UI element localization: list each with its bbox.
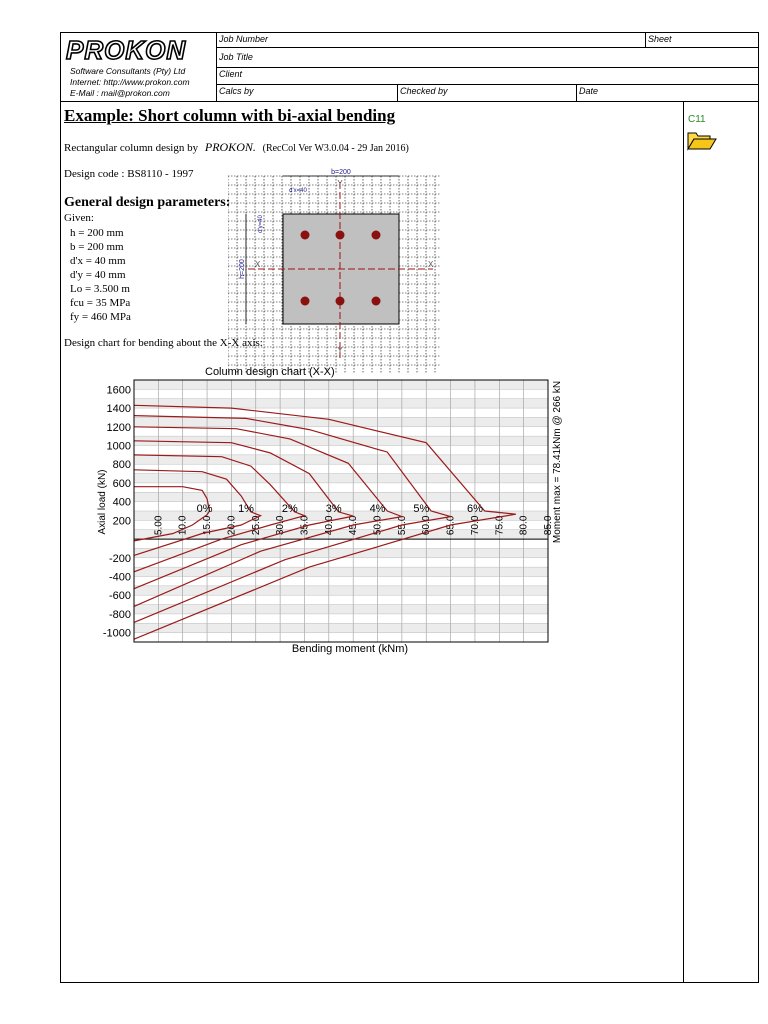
y-axis-label-bottom: Y bbox=[337, 346, 343, 355]
curve-percent-label: 4% bbox=[369, 502, 386, 515]
curve-percent-label: 0% bbox=[196, 502, 213, 515]
curve-percent-label: 6% bbox=[466, 502, 483, 515]
parameter-item: d'y = 40 mm bbox=[70, 269, 126, 281]
section-heading: General design parameters: bbox=[64, 195, 231, 210]
chart-band bbox=[134, 474, 548, 483]
x-tick-label: 55.0 bbox=[396, 515, 408, 536]
y-tick-label: 1400 bbox=[106, 403, 131, 416]
chart-band bbox=[134, 567, 548, 576]
chart-band bbox=[134, 548, 548, 557]
date-label: Date bbox=[579, 86, 599, 96]
y-tick-label: -600 bbox=[108, 590, 131, 603]
x-tick-label: 15.0 bbox=[202, 515, 214, 536]
x-axis-title: Bending moment (kNm) bbox=[291, 643, 409, 655]
header-divider bbox=[645, 32, 646, 48]
checked-by-label: Checked by bbox=[400, 86, 448, 96]
y-tick-label: 600 bbox=[112, 477, 131, 490]
y-tick-label: 1200 bbox=[106, 421, 131, 434]
b-dimension-label: b=200 bbox=[331, 169, 351, 176]
header-divider bbox=[576, 84, 577, 101]
header-divider bbox=[216, 32, 217, 101]
intro-line bbox=[64, 140, 409, 155]
y-tick-label: 800 bbox=[112, 459, 131, 472]
parameter-item: fy = 460 MPa bbox=[70, 311, 131, 323]
curve-percent-label: 3% bbox=[325, 502, 342, 515]
x-tick-label: 50.0 bbox=[372, 515, 384, 536]
moment-max-label: Moment max = 78.41kNm @ 266 kN bbox=[552, 380, 563, 544]
x-tick-label: 60.0 bbox=[421, 515, 433, 536]
x-tick-label: 35.0 bbox=[299, 515, 311, 536]
given-label: Given: bbox=[64, 212, 94, 224]
column-design-chart bbox=[90, 362, 570, 662]
header-divider bbox=[216, 47, 759, 48]
dx-label: d'x=40 bbox=[289, 188, 307, 194]
chart-band bbox=[134, 614, 548, 623]
y-tick-label: 1600 bbox=[106, 384, 131, 397]
chart-band bbox=[134, 558, 548, 567]
company-name: Software Consultants (Pty) Ltd bbox=[70, 66, 186, 76]
parameter-item: h = 200 mm bbox=[70, 227, 124, 239]
x-tick-label: 75.0 bbox=[494, 515, 506, 536]
chart-band bbox=[134, 577, 548, 586]
header-divider bbox=[216, 67, 759, 68]
chart-title: Column design chart (X-X) bbox=[205, 366, 335, 378]
x-tick-label: 80.0 bbox=[518, 515, 530, 536]
prokon-logo bbox=[64, 36, 214, 64]
calcs-by-label: Calcs by bbox=[219, 86, 254, 96]
x-tick-label: 45.0 bbox=[348, 515, 360, 536]
rebar bbox=[372, 231, 381, 240]
curve-percent-label: 5% bbox=[413, 502, 430, 515]
h-dimension-label: h=200 bbox=[239, 259, 246, 279]
x-tick-label: 30.0 bbox=[275, 515, 287, 536]
chart-band bbox=[134, 586, 548, 595]
x-tick-label: 65.0 bbox=[445, 515, 457, 536]
chart-band bbox=[134, 446, 548, 455]
rebar bbox=[336, 297, 345, 306]
y-axis-title: Axial load (kN) bbox=[97, 469, 108, 535]
sheet-label: Sheet bbox=[648, 34, 672, 44]
chart-band bbox=[134, 492, 548, 501]
y-tick-label: -1000 bbox=[102, 627, 131, 640]
intro-version: (RecCol Ver W3.0.04 - 29 Jan 2016) bbox=[262, 143, 409, 154]
rebar bbox=[301, 231, 310, 240]
parameter-item: fcu = 35 MPa bbox=[70, 297, 131, 309]
chart-band bbox=[134, 605, 548, 614]
chart-band bbox=[134, 464, 548, 473]
folder-open-icon[interactable] bbox=[686, 129, 718, 151]
rebar bbox=[336, 231, 345, 240]
chart-band bbox=[134, 389, 548, 398]
x-axis-label-left: X bbox=[255, 260, 261, 269]
intro-brand: PROKON. bbox=[204, 140, 256, 154]
x-tick-label: 70.0 bbox=[469, 515, 481, 536]
header-divider bbox=[60, 101, 759, 102]
y-tick-label: 200 bbox=[112, 515, 131, 528]
company-internet: Internet: http://www.prokon.com bbox=[70, 77, 190, 87]
x-tick-label: 40.0 bbox=[323, 515, 335, 536]
x-tick-label: 20.0 bbox=[226, 515, 238, 536]
chart-band bbox=[134, 633, 548, 642]
x-axis-label-right: X bbox=[428, 260, 434, 269]
rebar bbox=[301, 297, 310, 306]
calc-reference: C11 bbox=[688, 114, 706, 125]
chart-band bbox=[134, 623, 548, 632]
job-title-label: Job Title bbox=[219, 52, 253, 62]
parameter-item: d'x = 40 mm bbox=[70, 255, 126, 267]
dy-label: d'y=40 bbox=[258, 215, 264, 233]
rebar bbox=[372, 297, 381, 306]
job-number-label: Job Number bbox=[219, 34, 269, 44]
x-tick-label: 5.00 bbox=[153, 515, 165, 536]
parameter-item: Lo = 3.500 m bbox=[70, 283, 130, 295]
client-label: Client bbox=[219, 69, 243, 79]
y-tick-label: -400 bbox=[108, 571, 131, 584]
parameter-item: b = 200 mm bbox=[70, 241, 124, 253]
chart-band bbox=[134, 436, 548, 445]
y-axis-label-top: Y bbox=[337, 179, 343, 188]
curve-percent-label: 1% bbox=[238, 502, 254, 515]
intro-text: Rectangular column design by bbox=[64, 142, 199, 154]
chart-band bbox=[134, 380, 548, 389]
x-tick-label: 85.0 bbox=[543, 515, 554, 536]
header-divider bbox=[216, 84, 759, 85]
chart-band bbox=[134, 539, 548, 548]
design-code: Design code : BS8110 - 1997 bbox=[64, 168, 194, 180]
x-tick-label: 10.0 bbox=[177, 515, 189, 536]
header-divider bbox=[397, 84, 398, 101]
page-title: Example: Short column with bi-axial bending bbox=[64, 106, 396, 125]
chart-intro: Design chart for bending about the X-X axis: bbox=[64, 337, 263, 349]
y-tick-label: -200 bbox=[108, 552, 131, 565]
y-tick-label: -800 bbox=[108, 608, 131, 621]
y-tick-label: 400 bbox=[112, 496, 131, 509]
curve-percent-label: 2% bbox=[281, 502, 298, 515]
y-tick-label: 1000 bbox=[106, 440, 131, 453]
margin-divider bbox=[683, 101, 684, 983]
company-email: E-Mail : mail@prokon.com bbox=[70, 88, 170, 98]
chart-band bbox=[134, 408, 548, 417]
chart-band bbox=[134, 530, 548, 539]
x-tick-label: 25.0 bbox=[250, 515, 262, 536]
logo-text: PROKON bbox=[66, 36, 187, 64]
chart-band bbox=[134, 483, 548, 492]
